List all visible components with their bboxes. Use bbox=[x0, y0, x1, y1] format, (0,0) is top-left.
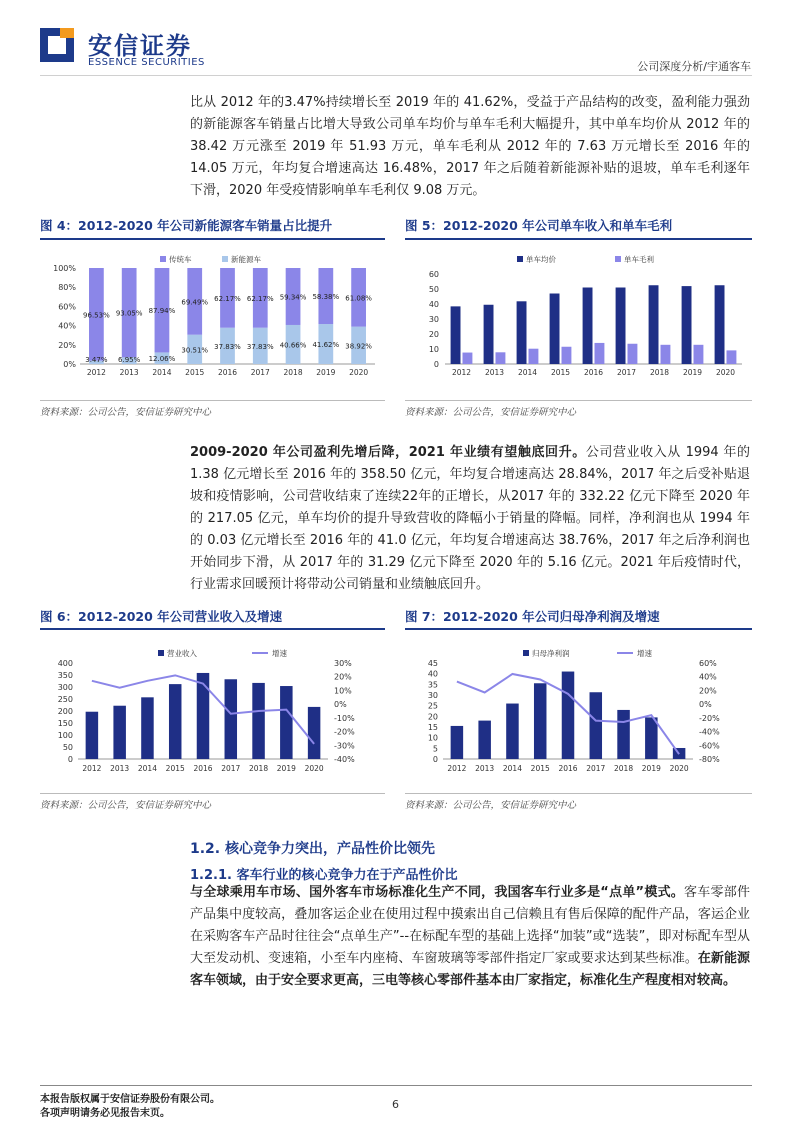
fig5-bar-avg-price bbox=[550, 294, 560, 365]
fig4-x-tick: 2016 bbox=[217, 368, 238, 377]
fig6-y-tick-right: -10% bbox=[334, 713, 355, 723]
fig4-label-new-energy: 37.83% bbox=[214, 342, 241, 351]
fig4-y-tick: 40% bbox=[58, 321, 76, 331]
paragraph-3 bbox=[190, 882, 750, 992]
fig6-x-tick: 2017 bbox=[221, 764, 241, 773]
fig5-x-tick: 2017 bbox=[616, 368, 637, 377]
fig4-x-tick: 2018 bbox=[283, 368, 303, 377]
fig6-bar bbox=[197, 673, 210, 759]
fig5-bar-avg-price bbox=[715, 285, 725, 364]
fig5-x-tick: 2016 bbox=[583, 368, 604, 377]
fig7-bar bbox=[617, 710, 630, 759]
fig4-label-traditional: 69.49% bbox=[181, 298, 209, 307]
footer-copyright: 本报告版权属于安信证券股份有限公司。 bbox=[40, 1094, 220, 1105]
fig7-y-tick-left: 40 bbox=[427, 669, 438, 679]
fig5-y-tick: 40 bbox=[428, 300, 439, 309]
fig4-legend-swatch bbox=[160, 256, 166, 262]
fig4-x-tick: 2017 bbox=[250, 368, 270, 377]
fig5-x-tick: 2012 bbox=[451, 368, 472, 377]
fig7-source: 资料来源：公司公告，安信证券研究中心 bbox=[405, 800, 577, 811]
fig7-x-tick: 2018 bbox=[614, 764, 634, 773]
fig6-x-tick: 2020 bbox=[304, 764, 324, 773]
fig4-legend-swatch bbox=[222, 256, 228, 262]
fig5-x-tick: 2013 bbox=[484, 368, 505, 377]
fig5-x-tick: 2015 bbox=[550, 368, 571, 377]
fig5-source-rule bbox=[405, 400, 752, 401]
fig7-y-tick-right: -40% bbox=[699, 727, 720, 737]
header-divider bbox=[40, 75, 752, 76]
fig7-y-tick-left: 15 bbox=[427, 723, 438, 732]
paragraph-2 bbox=[190, 442, 750, 596]
fig6-y-tick-right: -40% bbox=[334, 755, 355, 764]
fig6-y-tick-left: 0 bbox=[67, 755, 73, 764]
fig7-y-tick-left: 30 bbox=[427, 691, 438, 700]
fig7-x-tick: 2020 bbox=[669, 764, 689, 773]
fig5-bar-gross-profit bbox=[595, 343, 605, 364]
fig7-x-tick: 2013 bbox=[475, 764, 495, 773]
fig6-y-tick-left: 300 bbox=[57, 683, 73, 692]
fig6-bar bbox=[308, 707, 321, 759]
fig5-y-tick: 20 bbox=[428, 330, 439, 339]
fig6-bar bbox=[141, 697, 154, 759]
fig5-bar-gross-profit bbox=[661, 345, 671, 364]
fig7-y-tick-right: 20% bbox=[699, 686, 717, 696]
paragraph-3-body: 客车零部件产品集中度较高，叠加客运企业在使用过程中摸索出自己信赖且有售后保障的配件产品，客运企业在采购客车产品时往往会“点单生产”--在标配车型的基础上选择“加装”或“选装”，即对标配车型从大至发动机、变速箱，小至车内座椅、车窗玻璃等零部件指定厂家或要求达到某些标准。 bbox=[190, 885, 750, 966]
fig7-x-tick: 2019 bbox=[641, 764, 661, 773]
fig6-x-tick: 2013 bbox=[110, 764, 130, 773]
fig4-label-traditional: 93.05% bbox=[115, 309, 143, 318]
fig7-x-tick: 2014 bbox=[502, 764, 522, 773]
fig6-x-tick: 2018 bbox=[249, 764, 269, 773]
fig6-y-tick-left: 50 bbox=[62, 743, 73, 752]
fig4-label-traditional: 59.34% bbox=[279, 293, 307, 302]
fig4-x-tick: 2013 bbox=[119, 368, 139, 377]
fig4-y-tick: 0% bbox=[63, 360, 76, 369]
logo-icon bbox=[40, 28, 74, 62]
fig4-title: 图 4：2012-2020 年公司新能源客车销量占比提升 bbox=[40, 218, 333, 233]
fig5-bar-avg-price bbox=[451, 306, 461, 364]
fig5-bar-gross-profit bbox=[694, 345, 704, 364]
fig4-label-traditional: 87.94% bbox=[148, 307, 176, 316]
fig5-bar-gross-profit bbox=[463, 353, 473, 364]
fig6-source-rule bbox=[40, 793, 385, 794]
fig4-label-new-energy: 38.92% bbox=[345, 342, 372, 351]
fig5-bar-gross-profit bbox=[529, 349, 539, 364]
fig7-x-tick: 2012 bbox=[447, 764, 467, 773]
fig4-label-new-energy: 12.06% bbox=[148, 355, 176, 364]
fig7-y-tick-left: 10 bbox=[427, 733, 438, 743]
section-heading-1-2-1: 1.2.1. 客车行业的核心竞争力在于产品性价比 bbox=[190, 868, 458, 883]
fig4-label-new-energy: 37.83% bbox=[246, 342, 274, 351]
fig5-bar-avg-price bbox=[517, 301, 527, 364]
fig7-y-tick-left: 5 bbox=[432, 744, 438, 754]
fig5-bar-avg-price bbox=[583, 288, 593, 365]
fig7-bar bbox=[451, 726, 464, 759]
fig6-y-tick-left: 400 bbox=[57, 659, 73, 668]
fig4-chart bbox=[40, 244, 385, 384]
fig6-legend-bar-label: 营业收入 bbox=[167, 649, 197, 658]
fig5-y-tick: 30 bbox=[428, 315, 439, 324]
fig6-bar bbox=[280, 686, 293, 759]
fig4-x-tick: 2020 bbox=[349, 368, 369, 377]
fig5-legend-label: 单车均价 bbox=[526, 255, 556, 264]
fig6-title: 图 6：2012-2020 年公司营业收入及增速 bbox=[40, 609, 283, 624]
fig7-y-tick-left: 20 bbox=[427, 712, 438, 722]
fig7-title-rule bbox=[405, 628, 752, 630]
fig4-y-tick: 80% bbox=[58, 283, 76, 293]
fig5-bar-avg-price bbox=[616, 288, 626, 365]
fig7-x-tick: 2016 bbox=[558, 764, 578, 773]
fig4-y-tick: 60% bbox=[58, 302, 76, 312]
logo bbox=[40, 28, 74, 62]
fig4-legend-label: 新能源车 bbox=[231, 255, 261, 264]
fig7-y-tick-left: 45 bbox=[427, 659, 438, 668]
paragraph-1: 比从 2012 年的3.47%持续增长至 2019 年的 41.62%，受益于产品结构的改变，盈利能力强劲的新能源客车销量占比增大导致公司单车均价与单车毛利大幅提升，其中单车均价从 2012 年的 38.42 万元涨至 2019 年 51.93 万元，单车毛利从 2012 年的 7.63 万元增长至 2016 年的 14.05 万元，年均复合增速高达 16.48%，2017 年之后随着新能源补贴的退坡，单车毛利逐年下滑，2020 年受疫情影响单车毛利仅 9.08 万元。 bbox=[190, 95, 750, 198]
fig4-x-tick: 2019 bbox=[316, 368, 336, 377]
fig6-y-tick-right: -20% bbox=[334, 727, 355, 737]
fig7-y-tick-right: 40% bbox=[699, 672, 717, 682]
fig7-bar bbox=[506, 704, 519, 759]
fig7-y-tick-left: 0 bbox=[432, 755, 438, 764]
fig6-y-tick-left: 350 bbox=[57, 671, 73, 680]
fig6-title-rule bbox=[40, 628, 385, 630]
fig5-x-tick: 2019 bbox=[682, 368, 703, 377]
brand-name-en: ESSENCE SECURITIES bbox=[88, 57, 205, 68]
fig4-y-tick: 100% bbox=[53, 264, 76, 273]
footer-divider bbox=[40, 1085, 752, 1086]
fig5-legend-label: 单车毛利 bbox=[624, 255, 654, 264]
fig4-title-rule bbox=[40, 238, 385, 240]
fig5-x-tick: 2018 bbox=[649, 368, 670, 377]
fig6-y-tick-right: 30% bbox=[334, 659, 352, 668]
fig4-y-tick: 20% bbox=[58, 340, 76, 350]
fig6-bar bbox=[113, 706, 126, 759]
fig6-y-tick-left: 100 bbox=[57, 731, 73, 740]
section-heading-1-2: 1.2. 核心竞争力突出，产品性价比领先 bbox=[190, 841, 435, 857]
fig7-legend-bar-swatch bbox=[523, 650, 529, 656]
fig4-label-new-energy: 40.66% bbox=[279, 341, 307, 350]
report-type: 公司深度分析/宇通客车 bbox=[637, 60, 751, 73]
fig7-x-tick: 2015 bbox=[530, 764, 550, 773]
fig7-y-tick-right: -60% bbox=[699, 741, 720, 751]
fig4-x-tick: 2014 bbox=[152, 368, 172, 377]
fig6-source: 资料来源：公司公告，安信证券研究中心 bbox=[40, 800, 212, 811]
brand-name-cn: 安信证券 bbox=[88, 32, 192, 60]
fig4-label-new-energy: 41.62% bbox=[312, 341, 340, 350]
fig7-y-tick-right: 60% bbox=[699, 659, 717, 668]
page-number: 6 bbox=[392, 1098, 399, 1111]
fig4-label-new-energy: 6.95% bbox=[118, 356, 141, 364]
fig6-legend-line-label: 增速 bbox=[272, 649, 287, 658]
fig4-label-new-energy: 30.51% bbox=[181, 346, 209, 355]
fig6-bar bbox=[86, 712, 99, 759]
fig6-x-tick: 2015 bbox=[165, 764, 185, 773]
fig5-bar-avg-price bbox=[649, 285, 659, 364]
fig4-label-traditional: 62.17% bbox=[246, 294, 274, 303]
fig6-y-tick-right: -30% bbox=[334, 741, 355, 751]
fig4-label-traditional: 61.08% bbox=[345, 294, 372, 303]
fig7-legend-bar-label: 归母净利润 bbox=[532, 649, 570, 658]
fig6-chart bbox=[40, 643, 385, 778]
fig6-bar bbox=[252, 683, 264, 759]
fig4-label-traditional: 58.38% bbox=[312, 293, 340, 302]
fig4-legend-label: 传统车 bbox=[169, 255, 192, 264]
fig6-x-tick: 2019 bbox=[276, 764, 296, 773]
fig6-y-tick-left: 150 bbox=[57, 719, 73, 728]
fig4-x-tick: 2012 bbox=[86, 368, 106, 377]
fig5-legend-swatch bbox=[517, 256, 523, 262]
fig7-y-tick-right: -20% bbox=[699, 713, 720, 723]
paragraph-2-lead: 2009-2020 年公司盈利先增后降，2021 年业绩有望触底回升。 bbox=[190, 445, 586, 460]
fig5-title: 图 5：2012-2020 年公司单车收入和单车毛利 bbox=[405, 218, 673, 233]
fig7-bar bbox=[478, 721, 491, 759]
fig5-y-tick: 50 bbox=[428, 285, 439, 294]
fig6-x-tick: 2014 bbox=[137, 764, 157, 773]
fig7-y-tick-left: 25 bbox=[427, 701, 438, 711]
fig7-legend-line-label: 增速 bbox=[637, 649, 652, 658]
fig7-bar bbox=[562, 672, 575, 759]
fig5-title-rule bbox=[405, 238, 752, 240]
fig6-y-tick-right: 0% bbox=[334, 700, 347, 710]
paragraph-3-conclusion: 在新能源客车领域，由于安全要求更高，三电等核心零部件基本由厂家指定，标准化生产程度相对较高。 bbox=[190, 951, 750, 988]
paragraph-3-lead: 与全球乘用车市场、国外客车市场标准化生产不同，我国客车行业多是“点单”模式。 bbox=[190, 885, 685, 900]
fig6-y-tick-left: 200 bbox=[57, 707, 73, 716]
fig6-x-tick: 2016 bbox=[193, 764, 213, 773]
fig5-x-tick: 2020 bbox=[715, 368, 736, 377]
fig5-source: 资料来源：公司公告，安信证券研究中心 bbox=[405, 407, 577, 418]
fig7-y-tick-right: -80% bbox=[699, 755, 720, 764]
fig6-x-tick: 2012 bbox=[82, 764, 102, 773]
fig7-x-tick: 2017 bbox=[586, 764, 606, 773]
fig4-label-traditional: 62.17% bbox=[214, 294, 241, 303]
fig5-bar-gross-profit bbox=[562, 347, 572, 364]
paragraph-2-body: 公司营业收入从 1994 年的 1.38 亿元增长至 2016 年的 358.50 亿元，年均复合增速高达 28.84%，2017 年之后受补贴退坡和疫情影响，公司营收结束了连续22年的正增长，从2017 年的 332.22 亿元下降至 2020 年的 217.05 亿元，单车均价的提升导致营收的降幅小于销量的降幅。同样，净利润也从 1994 年的 0.03 亿元增长至 2016 年的 41.0 亿元，年均复合增速高达 38.76%，2017 年之后净利润也开始同步下滑，从 2017 年的 31.29 亿元下降至 2020 年的 5.16 亿元。2021 年后疫情时代，行业需求回暖预计将带动公司销量和业绩触底回升。 bbox=[190, 445, 750, 592]
fig5-bar-gross-profit bbox=[628, 344, 638, 364]
fig5-y-tick: 60 bbox=[428, 270, 439, 279]
fig4-x-tick: 2015 bbox=[185, 368, 205, 377]
fig5-legend-swatch bbox=[615, 256, 621, 262]
fig7-chart bbox=[405, 643, 752, 778]
fig7-bar bbox=[645, 717, 658, 759]
fig7-bar bbox=[534, 683, 547, 759]
fig7-source-rule bbox=[405, 793, 752, 794]
fig7-y-tick-left: 35 bbox=[427, 680, 438, 690]
fig5-bar-avg-price bbox=[484, 305, 494, 364]
fig5-bar-gross-profit bbox=[496, 352, 506, 364]
fig5-x-tick: 2014 bbox=[517, 368, 538, 377]
fig7-bar bbox=[590, 692, 603, 759]
fig7-title: 图 7：2012-2020 年公司归母净利润及增速 bbox=[405, 609, 660, 624]
fig4-label-new-energy: 3.47% bbox=[85, 356, 108, 364]
fig5-bar-avg-price bbox=[682, 286, 692, 364]
footer-disclaimer: 各项声明请务必见报告末页。 bbox=[40, 1108, 170, 1119]
fig4-source: 资料来源：公司公告，安信证券研究中心 bbox=[40, 407, 212, 418]
fig4-label-traditional: 96.53% bbox=[83, 311, 110, 320]
fig5-chart bbox=[405, 244, 752, 384]
fig5-y-tick: 10 bbox=[428, 345, 439, 354]
fig7-y-tick-right: 0% bbox=[699, 700, 712, 710]
fig6-bar bbox=[225, 679, 238, 759]
fig6-y-tick-right: 20% bbox=[334, 672, 352, 682]
fig6-y-tick-left: 250 bbox=[57, 695, 73, 704]
fig5-y-tick: 0 bbox=[433, 360, 439, 369]
fig5-bar-gross-profit bbox=[727, 350, 737, 364]
fig4-source-rule bbox=[40, 400, 385, 401]
fig6-bar bbox=[169, 684, 182, 759]
fig6-y-tick-right: 10% bbox=[334, 686, 352, 696]
fig6-legend-bar-swatch bbox=[158, 650, 164, 656]
